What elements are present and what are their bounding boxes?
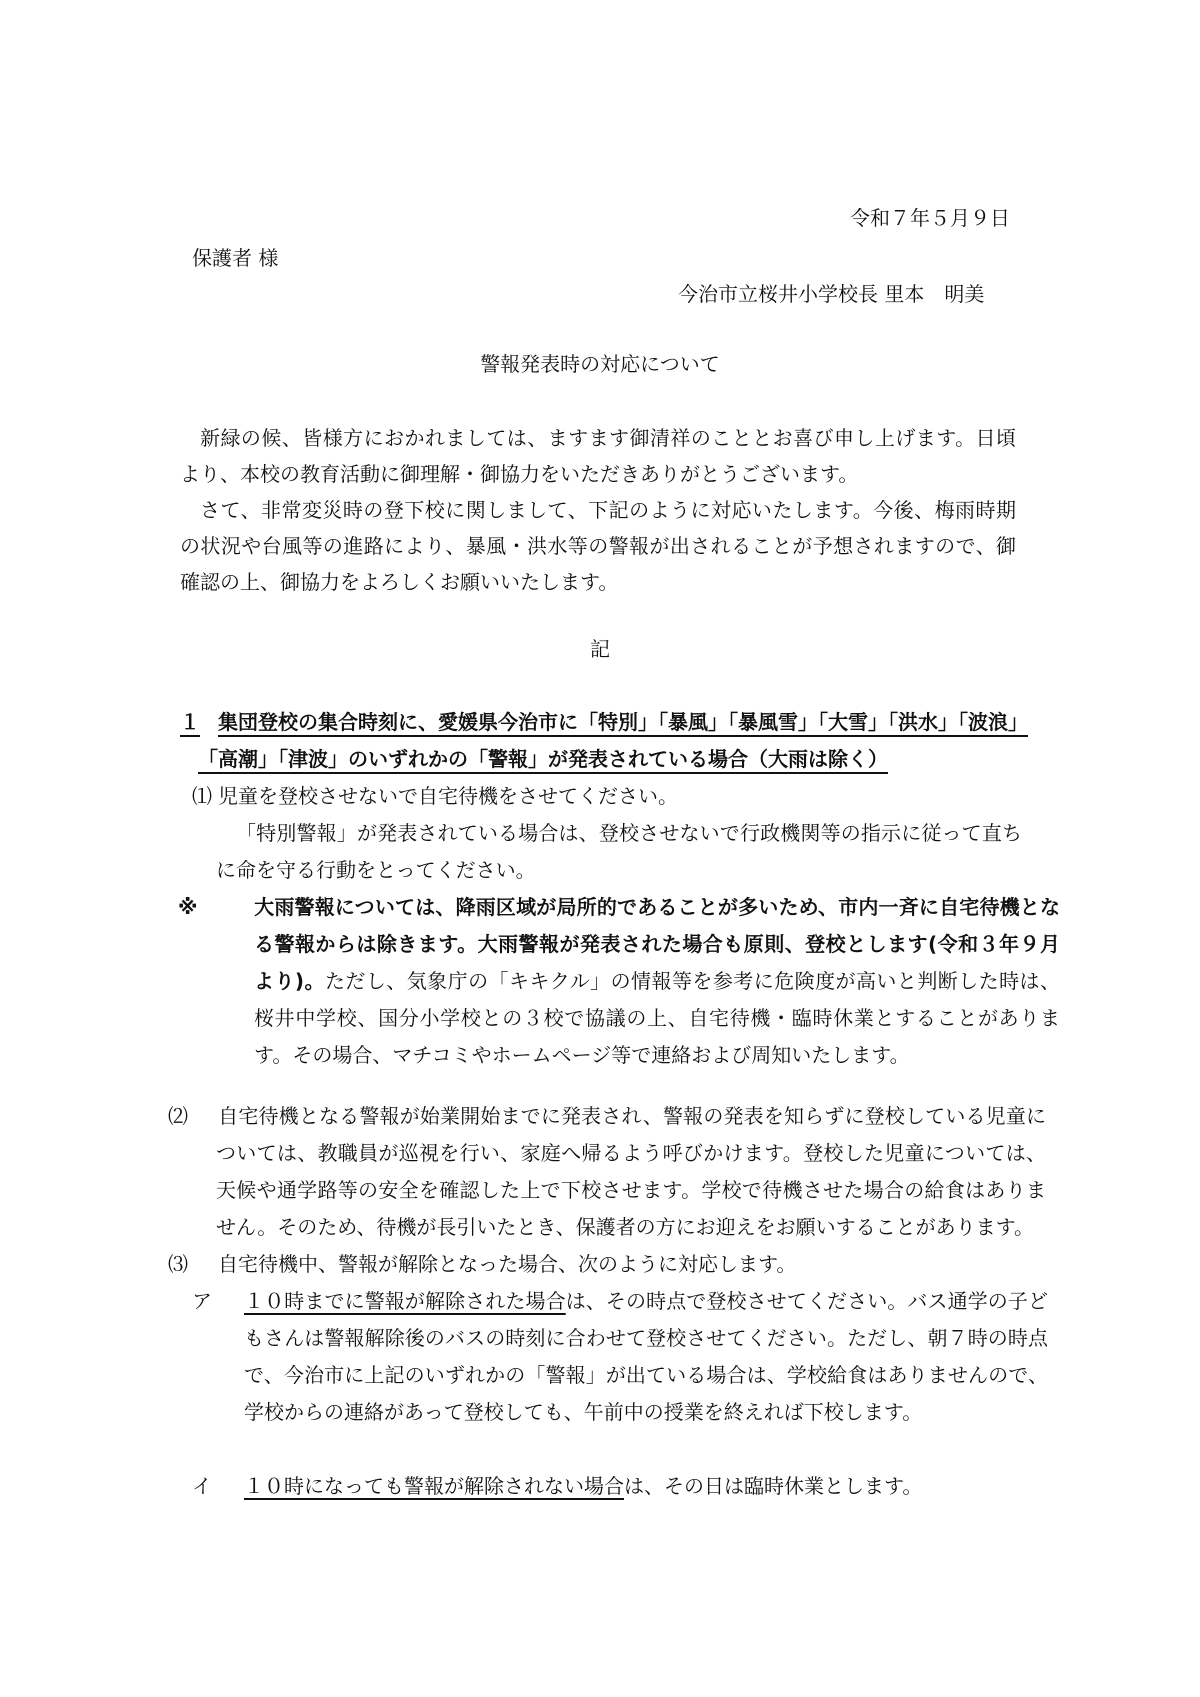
item-1-note: 「特別警報」が発表されている場合は、登校させないで行政機関等の指示に従って直ちに命を守る行動をとってください。 [216,821,1022,882]
sub-item-a [192,1283,1049,1431]
item-3-text: 自宅待機中、警報が解除となった場合、次のように対応します。 [218,1252,797,1276]
section-number: １ [180,710,200,734]
addressee: 保護者 様 [192,246,279,270]
item-1 [192,778,1022,815]
sub-item-b-marker: イ [192,1474,212,1498]
intro-paragraph-1: 新緑の候、皆様方におかれましては、ますます御清祥のこととお喜び申し上げます。日頃より、本校の教育活動に御理解・御協力をいただきありがとうございます。 [180,426,1016,486]
ki-marker: 記 [590,637,610,661]
item-2-marker: ⑵ [168,1104,188,1128]
item-1-text: 児童を登校させないで自宅待機をさせてください。 [218,784,678,808]
sub-item-a-marker: ア [192,1289,212,1313]
item-2 [168,1098,1046,1246]
section-heading-text: 集団登校の集合時刻に、愛媛県今治市に「特別」「暴風」「暴風雪」「大雪」「洪水」「波浪」「高潮」「津波」のいずれかの「警報」が発表されている場合（大雨は除く） [198,710,1028,771]
sub-item-b-text: は、その日は臨時休業とします。 [624,1474,923,1498]
intro-paragraph-2: さて、非常変災時の登下校に関しまして、下記のように対応いたします。今後、梅雨時期の状況や台風等の進路により、暴風・洪水等の警報が出されることが予想されますので、御確認の上、御協力をよろしくお願いいたします。 [180,498,1016,594]
section-1-heading [180,704,1048,778]
item-2-text: 自宅待機となる警報が始業開始までに発表され、警報の発表を知らずに登校している児童については、教職員が巡視を行い、家庭へ帰るよう呼びかけます。登校した児童については、天候や通学路等の安全を確認した上で下校させます。学校で待機させた場合の給食はありません。そのため、待機が長引いたとき、保護者の方にお迎えをお願いすることがあります。 [216,1104,1046,1239]
item-3-marker: ⑶ [168,1252,188,1276]
document-title: 警報発表時の対応について [480,352,720,376]
sender-signature: 今治市立桜井小学校長 里本 明美 [678,282,985,306]
remark-bold-text: 大雨警報については、降雨区域が局所的であることが多いため、市内一斉に自宅待機となる警報からは除きます。大雨警報が発表された場合も原則、登校とします(令和３年９月より)。 [254,895,1060,993]
sub-item-a-text: は、その時点で登校させてください。バス通学の子どもさんは警報解除後のバスの時刻に合わせて登校させてください。ただし、朝７時の時点で、今治市に上記のいずれかの「警報」が出ている場合は、学校給食はありませんので、学校からの連絡があって登校しても、午前中の授業を終えれば下校します。 [244,1289,1049,1424]
item-3 [168,1246,1046,1283]
remark-note [178,889,1061,1074]
remark-marker: ※ [178,895,198,919]
item-1-marker: ⑴ [192,784,212,808]
document-date: 令和７年５月９日 [850,206,1010,230]
sub-item-b [192,1468,1048,1505]
remark-text: ただし、気象庁の「キキクル」の情報等を参考に危険度が高いと判断した時は、桜井中学校、国分小学校との３校で協議の上、自宅待機・臨時休業とすることがあります。その場合、マチコミやホームページ等で連絡および周知いたします。 [254,969,1061,1067]
sub-item-a-underlined: １０時までに警報が解除された場合 [244,1289,566,1313]
sub-item-b-underlined: １０時になっても警報が解除されない場合 [244,1474,624,1498]
